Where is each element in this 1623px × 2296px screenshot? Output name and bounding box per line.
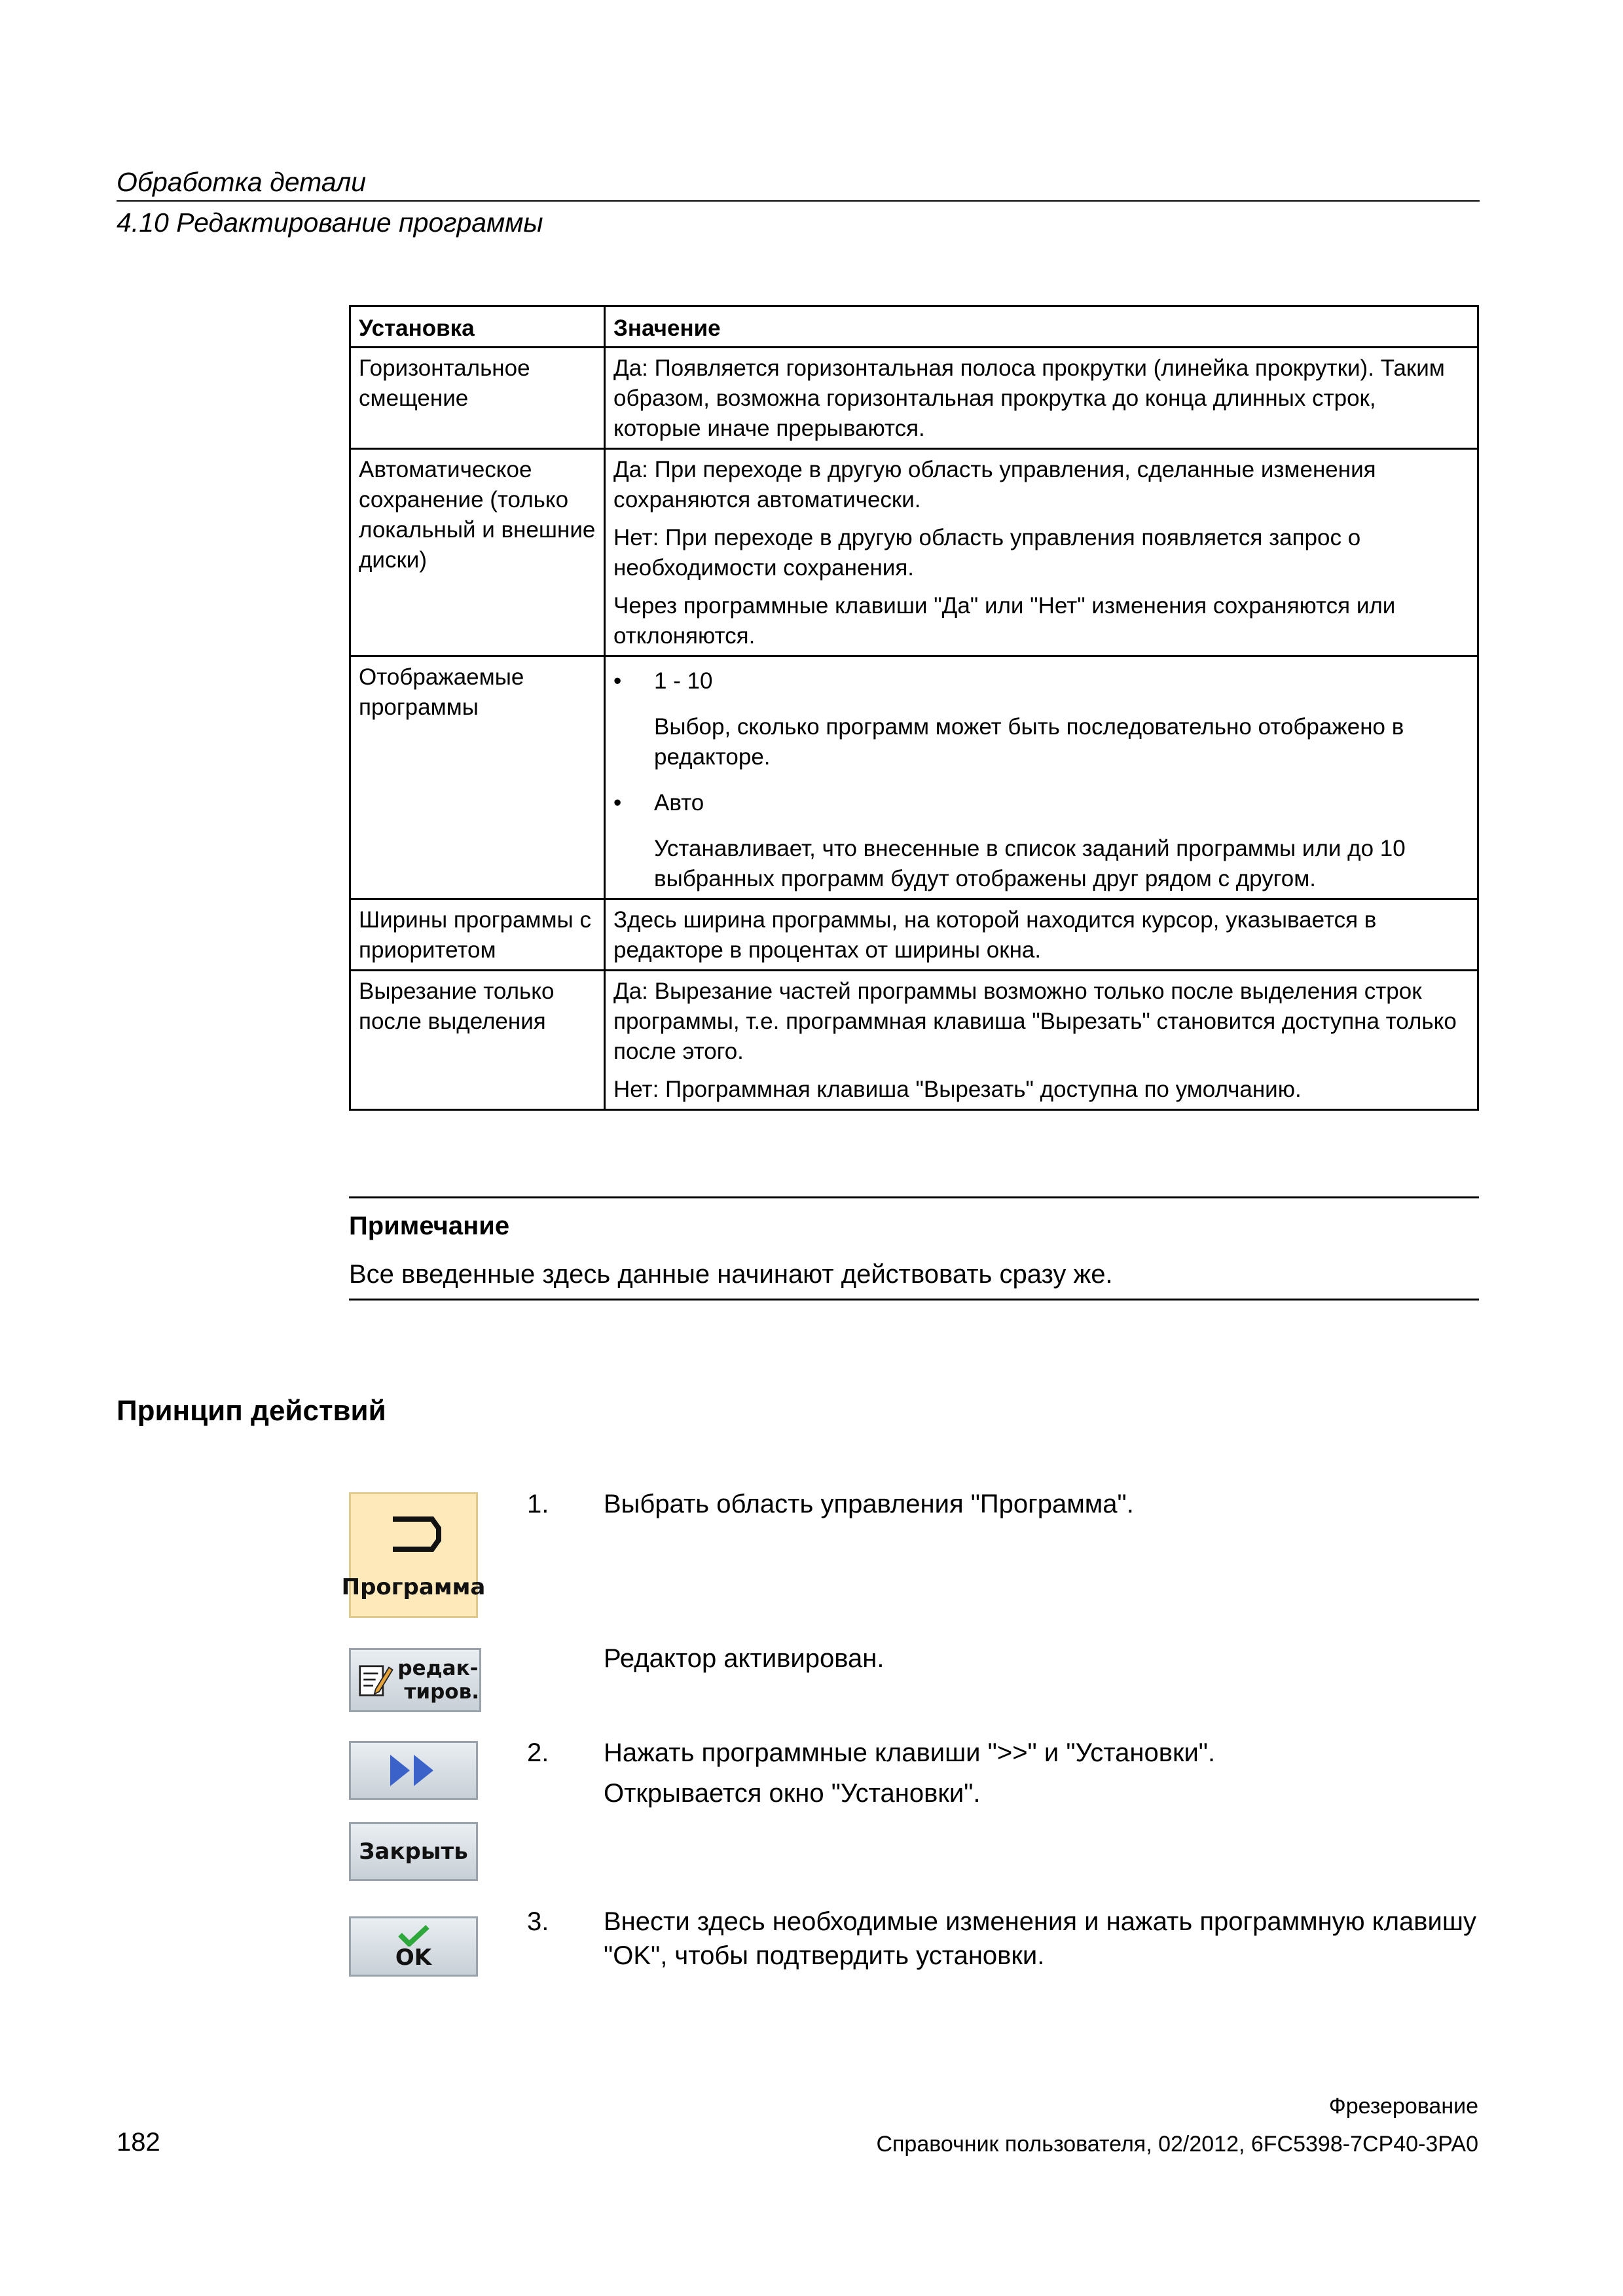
setting-name: Горизонтальное смещение: [350, 348, 605, 449]
column-header-value: Значение: [605, 306, 1478, 348]
footer-reference: Справочник пользователя, 02/2012, 6FC5398-7CP40-3PA0: [876, 2132, 1478, 2157]
table-row: [350, 656, 1478, 899]
program-softkey-label: Программа: [341, 1574, 486, 1600]
step-number: 2.: [527, 1738, 549, 1767]
step-result: Открывается окно "Установки".: [604, 1779, 981, 1808]
table-row: [350, 971, 1478, 1110]
setting-name: Отображаемые программы: [350, 656, 605, 899]
table-row: [350, 449, 1478, 656]
column-header-setting: Установка: [350, 306, 605, 348]
step-number: 1.: [527, 1490, 549, 1518]
bullet-item: [613, 788, 1469, 818]
table-row: [350, 348, 1478, 449]
bullet-description: Выбор, сколько программ может быть последовательно отображено в редакторе.: [654, 714, 1404, 770]
value-text: Нет: При переходе в другую область управления появляется запрос о необходимости сохранения.: [613, 525, 1361, 581]
step-text: Внести здесь необходимые изменения и нажать программную клавишу "OK", чтобы подтвердить установки.: [604, 1907, 1476, 1970]
value-text: Да: Вырезание частей программы возможно только после выделения строк программы, т.е. программная клавиша "Вырезать" становится доступна только после этого.: [613, 978, 1457, 1064]
setting-name: Ширины программы с приоритетом: [350, 899, 605, 971]
bullet-item: [613, 666, 1469, 696]
setting-value: [605, 449, 1478, 656]
more-softkey[interactable]: [349, 1741, 478, 1800]
header-divider: [117, 200, 1480, 202]
bullet-icon: •: [613, 668, 622, 694]
step-number: 3.: [527, 1907, 549, 1936]
value-text: Через программные клавиши "Да" или "Нет" изменения сохраняются или отклоняются.: [613, 593, 1396, 649]
checkmark-icon: [397, 1924, 430, 1946]
step-text: Нажать программные клавиши ">>" и "Установки".: [604, 1738, 1216, 1767]
step-text: Выбрать область управления "Программа".: [604, 1490, 1134, 1518]
setting-name: Автоматическое сохранение (только локальный и внешние диски): [350, 449, 605, 656]
double-arrow-right-icon: [388, 1752, 440, 1789]
edit-softkey-line2: тиров.: [404, 1680, 479, 1704]
edit-pencil-icon: [357, 1660, 393, 1700]
note-text: Все введенные здесь данные начинают действовать сразу же.: [349, 1260, 1113, 1289]
value-text: Здесь ширина программы, на которой находится курсор, указывается в редакторе в процентах от ширины окна.: [613, 907, 1377, 963]
setting-value: [605, 971, 1478, 1110]
value-text: Да: Появляется горизонтальная полоса прокрутки (линейка прокрутки). Таким образом, возможна горизонтальная прокрутка до конца длинных строк, которые иначе прерываются.: [613, 355, 1445, 441]
value-text: Нет: Программная клавиша "Вырезать" доступна по умолчанию.: [613, 1077, 1302, 1102]
edit-softkey[interactable]: [349, 1648, 481, 1712]
program-area-icon: [386, 1514, 445, 1566]
note-top-rule: [349, 1196, 1479, 1198]
setting-value: [605, 656, 1478, 899]
close-softkey[interactable]: [349, 1822, 478, 1881]
edit-softkey-label: [397, 1657, 479, 1704]
value-text: Да: При переходе в другую область управления, сделанные изменения сохраняются автоматически.: [613, 457, 1376, 512]
bullet-icon: •: [613, 790, 622, 816]
chapter-title: Обработка детали: [117, 167, 367, 197]
page-number: 182: [117, 2128, 160, 2157]
bullet-label: Авто: [654, 790, 704, 816]
bullet-label: 1 - 10: [654, 668, 713, 694]
close-softkey-label: Закрыть: [359, 1839, 468, 1865]
setting-value: [605, 899, 1478, 971]
note-title: Примечание: [349, 1211, 510, 1240]
bullet-description: Устанавливает, что внесенные в список заданий программы или до 10 выбранных программ будут отображены друг рядом с другом.: [654, 836, 1406, 891]
procedure-title: Принцип действий: [117, 1395, 386, 1427]
settings-table: [349, 305, 1479, 1111]
setting-name: Вырезание только после выделения: [350, 971, 605, 1110]
program-softkey[interactable]: [341, 1492, 486, 1618]
edit-softkey-line1: редак-: [397, 1657, 479, 1680]
ok-softkey[interactable]: [349, 1916, 478, 1977]
footer-manual-title: Фрезерование: [1328, 2094, 1478, 2119]
table-row: [350, 899, 1478, 971]
setting-value: [605, 348, 1478, 449]
section-heading: 4.10 Редактирование программы: [117, 207, 543, 238]
ok-softkey-label: OK: [395, 1945, 432, 1971]
step-note: Редактор активирован.: [604, 1644, 884, 1673]
note-bottom-rule: [349, 1299, 1479, 1300]
table-header-row: [350, 306, 1478, 348]
